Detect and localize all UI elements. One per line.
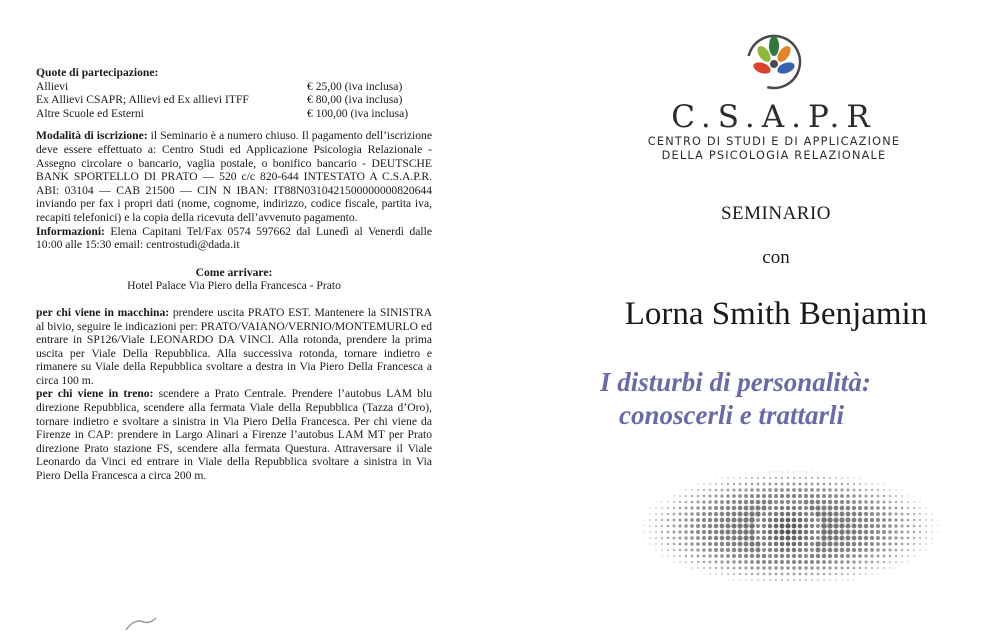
quote-row bbox=[36, 80, 432, 94]
right-column bbox=[560, 0, 992, 637]
seminar-label: SEMINARIO bbox=[720, 203, 832, 224]
quote-row bbox=[36, 107, 432, 121]
quote-price: € 80,00 (iva inclusa) bbox=[307, 93, 403, 107]
directions-header bbox=[36, 266, 432, 293]
seminar-title-line-1: I disturbi di personalità: bbox=[600, 367, 871, 397]
info-paragraph bbox=[36, 225, 432, 252]
train-directions bbox=[36, 387, 432, 482]
quote-section bbox=[36, 66, 432, 120]
car-label: per chi viene in macchina: bbox=[36, 305, 170, 319]
modalita-paragraph bbox=[36, 129, 432, 224]
logo-subtitle-2: DELLA PSICOLOGIA RELAZIONALE bbox=[661, 149, 887, 162]
directions-title: Come arrivare: bbox=[195, 265, 273, 279]
car-text: prendere uscita PRATO EST. Mantenere la SINISTRA al bivio, seguire le indicazioni per: PRATO/VAIANO/VERNIO/MONTEMURLO ed entrare in SP126/Viale LEONARDO DA VINCI. Alla rotonda, prendere la prima uscita per Viale Della Repubblica. Alla successiva rotonda, tornare indietro e rimanere su Viale della Repubblica svoltare a destra in Via Piero Della Francesca a circa 100 m. bbox=[36, 305, 433, 387]
quote-label: Altre Scuole ed Esterni bbox=[36, 106, 144, 120]
flower-logo-icon bbox=[734, 28, 814, 92]
seminar-title-line-2: conoscerli e trattarli bbox=[619, 400, 844, 430]
speaker-name: Lorna Smith Benjamin bbox=[624, 296, 928, 332]
modalita-text: il Seminario è a numero chiuso. Il pagamento dell’iscrizione deve essere effettuato a: Centro Studi ed Applicazione Psicologia Relazionale - Assegno circolare o bancario, vaglia postale, o bonifico bancario - DEUTSCHE BANK SPORTELLO DI PRATO — 520 c/c 820-644 INTESTATO A C.S.A.P.R. ABI: 03104 — CAB 21500 — CIN N IBAN: IT88N0310421500000000820644 inviando per fax i propri dati (nome, cognome, indirizzo, codice fiscale, partita iva, recapiti telefonici) e la copia della ricevuta dell’avvenuto pagamento. bbox=[36, 129, 432, 224]
left-column bbox=[36, 66, 432, 483]
csapr-logo bbox=[624, 28, 924, 163]
halftone-eye-icon bbox=[640, 456, 960, 586]
modalita-label: Modalità di iscrizione: bbox=[36, 129, 148, 143]
quote-label: Allievi bbox=[36, 79, 69, 93]
logo-subtitle-1: CENTRO DI STUDI E DI APPLICAZIONE bbox=[647, 135, 901, 148]
train-label: per chi viene in treno: bbox=[36, 387, 154, 401]
quote-heading: Quote di partecipazione: bbox=[36, 66, 159, 79]
directions-venue: Hotel Palace Via Piero della Francesca - Prato bbox=[127, 279, 341, 293]
info-text: Elena Capitani Tel/Fax 0574 597662 dal Lunedì al Venerdì dalle 10:00 alle 15:30 email: centrostudi@dada.it bbox=[36, 224, 432, 252]
quote-label: Ex Allievi CSAPR; Allievi ed Ex allievi ITFF bbox=[36, 93, 249, 107]
with-label: con bbox=[762, 247, 790, 268]
cropped-logo-icon bbox=[122, 612, 162, 632]
quote-row bbox=[36, 93, 432, 107]
car-directions bbox=[36, 306, 432, 388]
quote-price: € 100,00 (iva inclusa) bbox=[307, 106, 409, 120]
seminar-title bbox=[600, 366, 980, 432]
quote-price: € 25,00 (iva inclusa) bbox=[307, 79, 403, 93]
logo-title: C.S.A.P.R bbox=[671, 99, 877, 135]
info-label: Informazioni: bbox=[36, 224, 105, 238]
train-text: scendere a Prato Centrale. Prendere l’autobus LAM blu direzione Repubblica, scendere alla fermata Viale della Repubblica (Tazza d’Oro), tornare indietro e svoltare a sinistra in Via Piero Della Francesca. Per chi viene da Firenze in CAP: prendere in Largo Alinari a Firenze l’autobus LAM MT per Prato direzione Prato stazione FS, scendere alla fermata Questura. Attraversare il Viale Leonardo da Vinci ed entrare in Viale della Repubblica svoltare a sinistra in Via Piero Della Francesca a circa 200 m. bbox=[36, 387, 433, 483]
